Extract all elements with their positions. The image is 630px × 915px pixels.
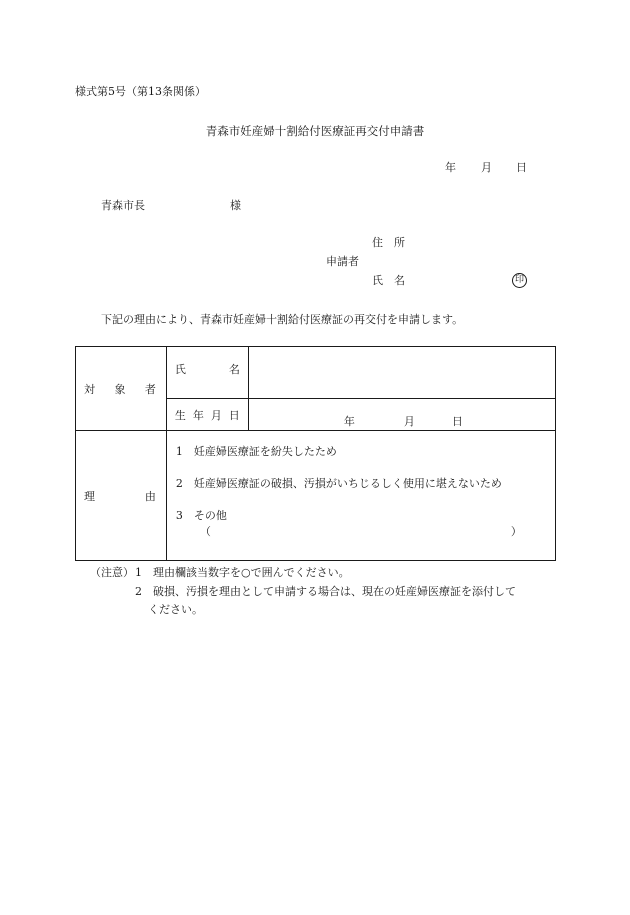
birth-month: 月 <box>403 415 415 428</box>
applicant-name-label: 氏 名 <box>372 274 405 287</box>
name-value-cell[interactable] <box>248 347 555 399</box>
subject-label <box>76 381 166 397</box>
name-label-cell <box>166 347 248 399</box>
other-paren-open: （ <box>199 525 211 538</box>
label-char: 由 <box>144 489 156 503</box>
label-char: 者 <box>144 382 156 396</box>
seal-mark: 印 <box>512 273 527 288</box>
document-title: 青森市妊産婦十割給付医療証再交付申請書 <box>205 124 425 138</box>
reason-option-2[interactable]: 2 妊産婦医療証の破損、汚損がいちじるしく使用に堪えないため <box>175 477 502 490</box>
other-paren-close: ） <box>510 525 522 538</box>
reason-label <box>76 488 166 504</box>
label-char: 日 <box>228 408 240 422</box>
birth-year: 年 <box>343 415 355 428</box>
note-item-2-continuation: ください。 <box>148 603 203 616</box>
reason-label-cell <box>76 431 167 561</box>
note-item-1: 1 理由欄該当数字を○で囲んでください。 <box>135 566 350 579</box>
label-char: 年 <box>192 408 204 422</box>
reason-option-1[interactable]: 1 妊産婦医療証を紛失したため <box>175 445 337 458</box>
name-label <box>167 347 248 377</box>
label-char: 理 <box>84 489 95 503</box>
date-year: 年 <box>445 161 456 174</box>
subject-label-cell <box>76 347 167 431</box>
label-char: 対 <box>84 382 95 396</box>
label-char: 名 <box>228 363 240 376</box>
intro-text: 下記の理由により、青森市妊産婦十割給付医療証の再交付を申請します。 <box>101 313 464 326</box>
reason-option-3[interactable]: 3 その他 <box>175 509 227 522</box>
label-char: 氏 <box>174 363 186 376</box>
date-day: 日 <box>516 161 527 174</box>
applicant-label: 申請者 <box>326 255 359 268</box>
addressee-honorific: 様 <box>230 199 241 212</box>
label-char: 象 <box>114 382 126 396</box>
label-char: 月 <box>210 408 222 422</box>
addressee-name: 青森市長 <box>101 199 145 212</box>
reason-options-cell[interactable] <box>166 431 555 561</box>
birth-day: 日 <box>451 415 463 428</box>
birth-value-cell[interactable] <box>248 399 555 431</box>
birth-label-cell <box>166 399 248 431</box>
note-item-2: 2 破損、汚損を理由として申請する場合は、現在の妊産婦医療証を添付して <box>135 585 516 598</box>
notes-label: （注意） <box>90 566 134 579</box>
birth-label <box>167 407 248 423</box>
applicant-address-label: 住 所 <box>372 236 405 249</box>
application-table <box>75 346 556 561</box>
form-number: 様式第5号（第13条関係） <box>75 85 206 98</box>
date-month: 月 <box>481 161 492 174</box>
label-char: 生 <box>174 408 186 422</box>
